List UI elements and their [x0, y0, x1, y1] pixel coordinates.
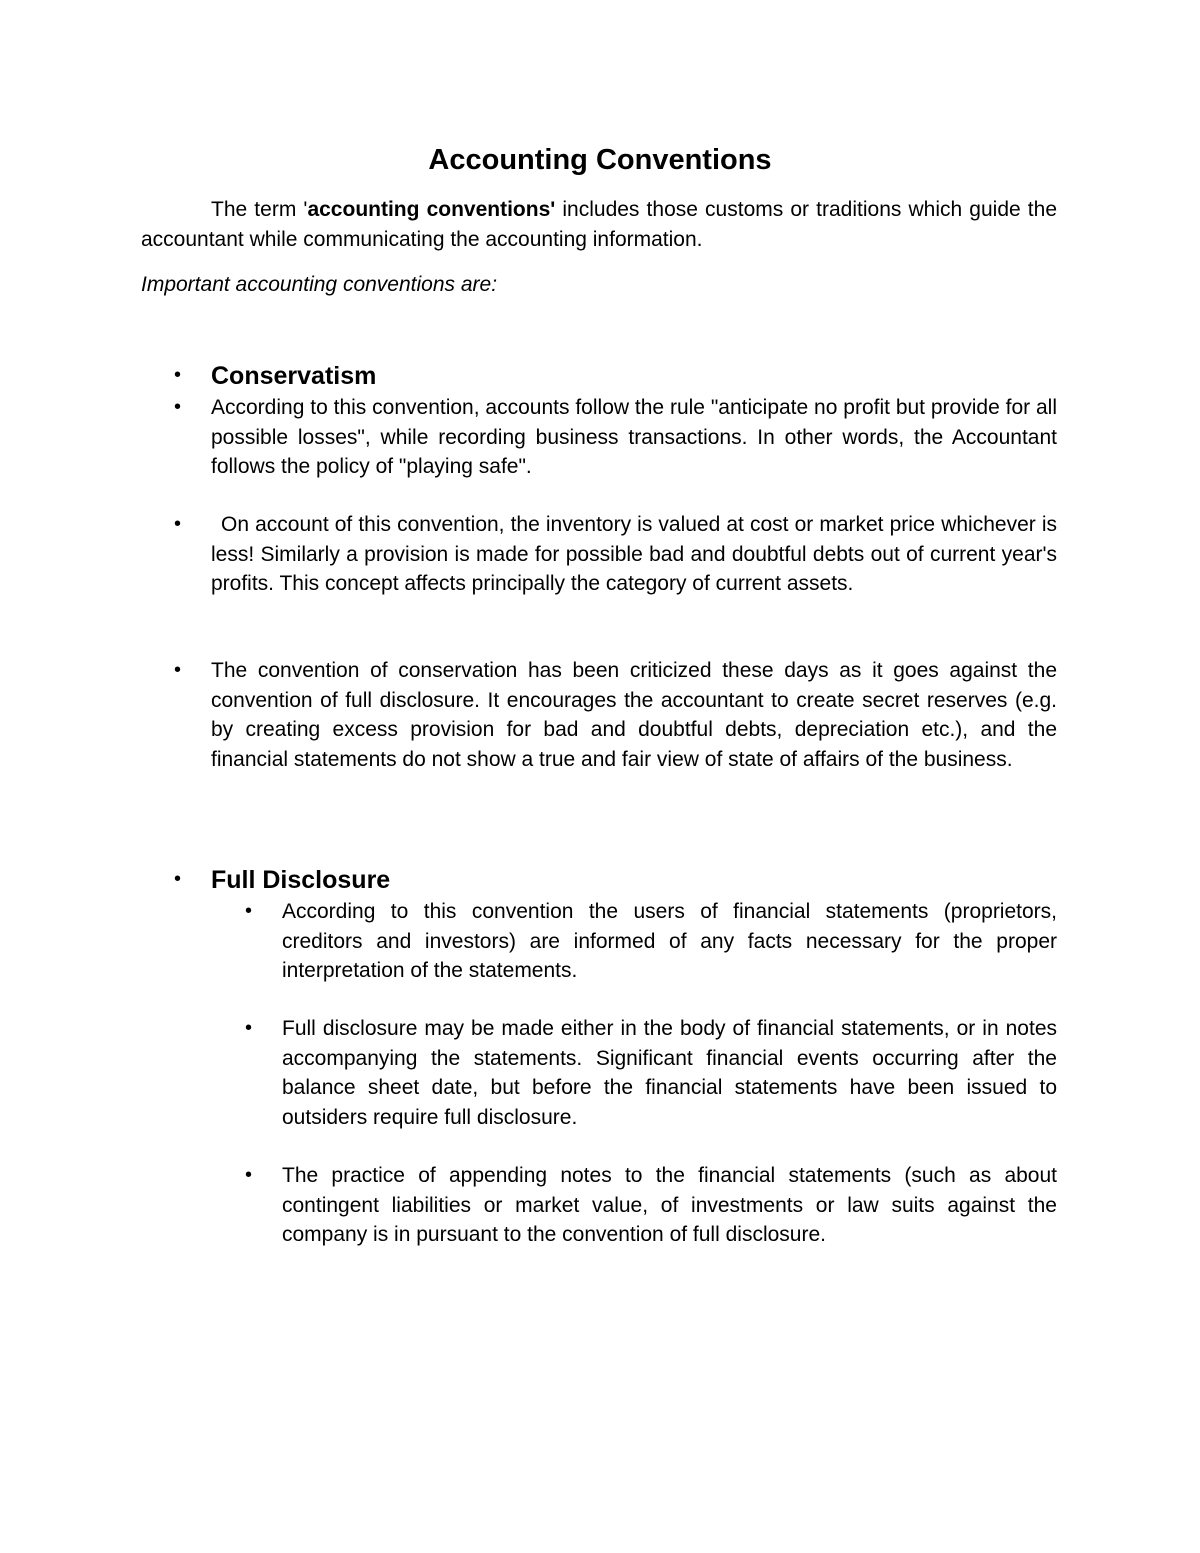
list-item	[174, 393, 1057, 482]
bullet-icon: •	[174, 868, 182, 890]
bullet-icon: •	[245, 1017, 253, 1039]
lead-sentence: Important accounting conventions are:	[141, 273, 498, 296]
page-title: Accounting Conventions	[428, 144, 772, 176]
bullet-icon: •	[174, 513, 182, 535]
bullet-icon: •	[245, 900, 253, 922]
list-item	[245, 1161, 1057, 1250]
list-item-conservatism-heading	[174, 361, 1057, 393]
bullet-icon: •	[245, 1164, 253, 1186]
bullet-icon: •	[174, 364, 182, 386]
list-item-text: The convention of conservation has been criticized these days as it goes against the convention of full disclosure. It encourages the accountant to create secret reserves (e.g. by creating excess provision for bad and doubtful debts, depreciation etc.), and the financial statements do not show a true and fair view of state of affairs of the business.	[211, 659, 1057, 771]
list-item-full-disclosure-heading	[174, 865, 1057, 897]
section-heading-conservatism: Conservatism	[211, 362, 377, 390]
list-item-text: On account of this convention, the inventory is valued at cost or market price whichever is less! Similarly a provision is made for possible bad and doubtful debts out of current year's profits. This concept affects principally the category of current assets.	[211, 513, 1057, 595]
intro-paragraph	[141, 195, 1057, 255]
intro-prefix: The term '	[211, 198, 308, 221]
list-item-text: Full disclosure may be made either in the body of financial statements, or in notes accompanying the statements. Significant financial events occurring after the balance sheet date, but before the financial statements have been issued to outsiders require full disclosure.	[282, 1017, 1057, 1129]
bullet-icon: •	[174, 396, 182, 418]
list-item	[174, 656, 1057, 774]
intro-suffix: includes those customs or traditions which guide the accountant while communicating the accounting information.	[141, 198, 1058, 251]
list-item	[174, 510, 1057, 599]
list-item-text: According to this convention, accounts follow the rule "anticipate no profit but provide for all possible losses", while recording business transactions. In other words, the Accountant follows the policy of "playing safe".	[211, 396, 1057, 478]
list-item-text: The practice of appending notes to the financial statements (such as about contingent liabilities or market value, of investments or law suits against the company is in pursuant to the convention of full disclosure.	[282, 1164, 1057, 1246]
intro-term: accounting conventions'	[307, 198, 556, 221]
list-item	[245, 1014, 1057, 1132]
list-item	[245, 897, 1057, 986]
list-item-text: According to this convention the users of financial statements (proprietors, creditors and investors) are informed of any facts necessary for the proper interpretation of the statements.	[282, 900, 1057, 982]
section-heading-full-disclosure: Full Disclosure	[211, 866, 391, 894]
bullet-icon: •	[174, 659, 182, 681]
